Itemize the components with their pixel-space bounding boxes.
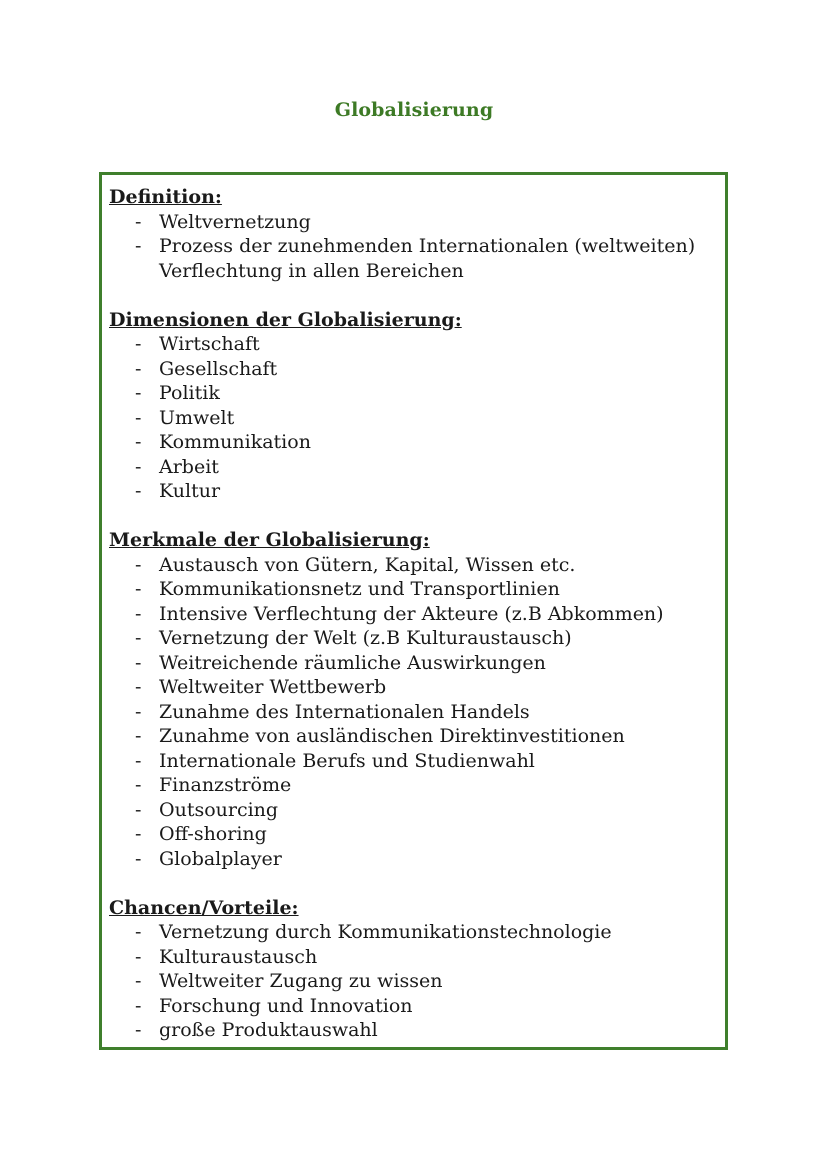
list-item: - Off-shoring — [135, 823, 267, 845]
list-item: - Vernetzung durch Kommunikationstechnologie — [135, 921, 612, 943]
dash-bullet: - — [135, 553, 142, 576]
section-chancen — [109, 896, 719, 1043]
list-item: - Prozess der zunehmenden Internationalen (weltweiten) — [135, 235, 696, 257]
list-item: - Kultur — [135, 480, 221, 502]
list-item: - Internationale Berufs und Studienwahl — [135, 749, 535, 772]
dash-bullet: - — [135, 798, 142, 821]
dash-bullet: - — [135, 382, 142, 404]
content-box — [99, 172, 728, 1050]
dash-bullet: - — [135, 676, 142, 698]
dash-bullet: - — [135, 651, 142, 674]
dash-bullet: - — [135, 235, 142, 257]
list-item: - Weitreichende räumliche Auswirkungen — [135, 651, 546, 674]
list-item: - Austausch von Gütern, Kapital, Wissen etc. — [135, 553, 576, 576]
dash-bullet: - — [135, 210, 142, 233]
list-item: - Vernetzung der Welt (z.B Kulturaustausch) — [135, 627, 572, 649]
list-item-continuation: Verflechtung in allen Bereichen — [159, 259, 464, 282]
dash-bullet: - — [135, 994, 142, 1017]
list-item: - Politik — [135, 382, 220, 404]
list-item: - Intensive Verflechtung der Akteure (z.B Abkommen) — [135, 602, 664, 625]
list-item: - Weltvernetzung — [135, 210, 311, 233]
section-heading: Chancen/Vorteile: — [109, 896, 299, 919]
list-item: - Weltweiter Zugang zu wissen — [135, 970, 443, 992]
dash-bullet: - — [135, 1019, 142, 1041]
dash-bullet: - — [135, 578, 142, 600]
dash-bullet: - — [135, 333, 142, 355]
list-item: - Wirtschaft — [135, 333, 260, 355]
list-item: - Kommunikationsnetz und Transportlinien — [135, 578, 560, 600]
section-merkmale — [109, 528, 719, 871]
dash-bullet: - — [135, 749, 142, 772]
list-item: - Outsourcing — [135, 798, 279, 821]
section-dimensionen — [109, 308, 719, 504]
dash-bullet: - — [135, 774, 142, 796]
list-item: - Zunahme von ausländischen Direktinvestitionen — [135, 725, 625, 747]
list-item: - Finanzströme — [135, 774, 292, 796]
list-item: - Kommunikation — [135, 431, 311, 453]
list-item: - große Produktauswahl — [135, 1019, 378, 1041]
dash-bullet: - — [135, 480, 142, 502]
bullet-list — [109, 553, 719, 872]
dash-bullet: - — [135, 847, 142, 870]
list-item: - Weltweiter Wettbewerb — [135, 676, 387, 698]
dash-bullet: - — [135, 406, 142, 429]
dash-bullet: - — [135, 431, 142, 453]
list-item: - Gesellschaft — [135, 357, 278, 380]
dash-bullet: - — [135, 945, 142, 968]
dash-bullet: - — [135, 455, 142, 478]
dash-bullet: - — [135, 970, 142, 992]
section-heading: Merkmale der Globalisierung: — [109, 529, 430, 551]
section-heading: Definition: — [109, 186, 222, 208]
list-item: - Globalplayer — [135, 847, 282, 870]
list-item: - Zunahme des Internationalen Handels — [135, 700, 530, 723]
dash-bullet: - — [135, 602, 142, 625]
dash-bullet: - — [135, 921, 142, 943]
bullet-list — [109, 332, 719, 504]
list-item: - Kulturaustausch — [135, 945, 318, 968]
dash-bullet: - — [135, 700, 142, 723]
section-definition — [109, 185, 719, 283]
dash-bullet: - — [135, 627, 142, 649]
list-item: - Umwelt — [135, 406, 235, 429]
page-title: Globalisierung — [334, 99, 494, 121]
dash-bullet: - — [135, 357, 142, 380]
section-heading: Dimensionen der Globalisierung: — [109, 308, 462, 331]
list-item: - Forschung und Innovation — [135, 994, 413, 1017]
dash-bullet: - — [135, 725, 142, 747]
bullet-list — [109, 210, 719, 284]
content — [109, 185, 719, 1043]
list-item: - Arbeit — [135, 455, 219, 478]
dash-bullet: - — [135, 823, 142, 845]
bullet-list — [109, 920, 719, 1043]
